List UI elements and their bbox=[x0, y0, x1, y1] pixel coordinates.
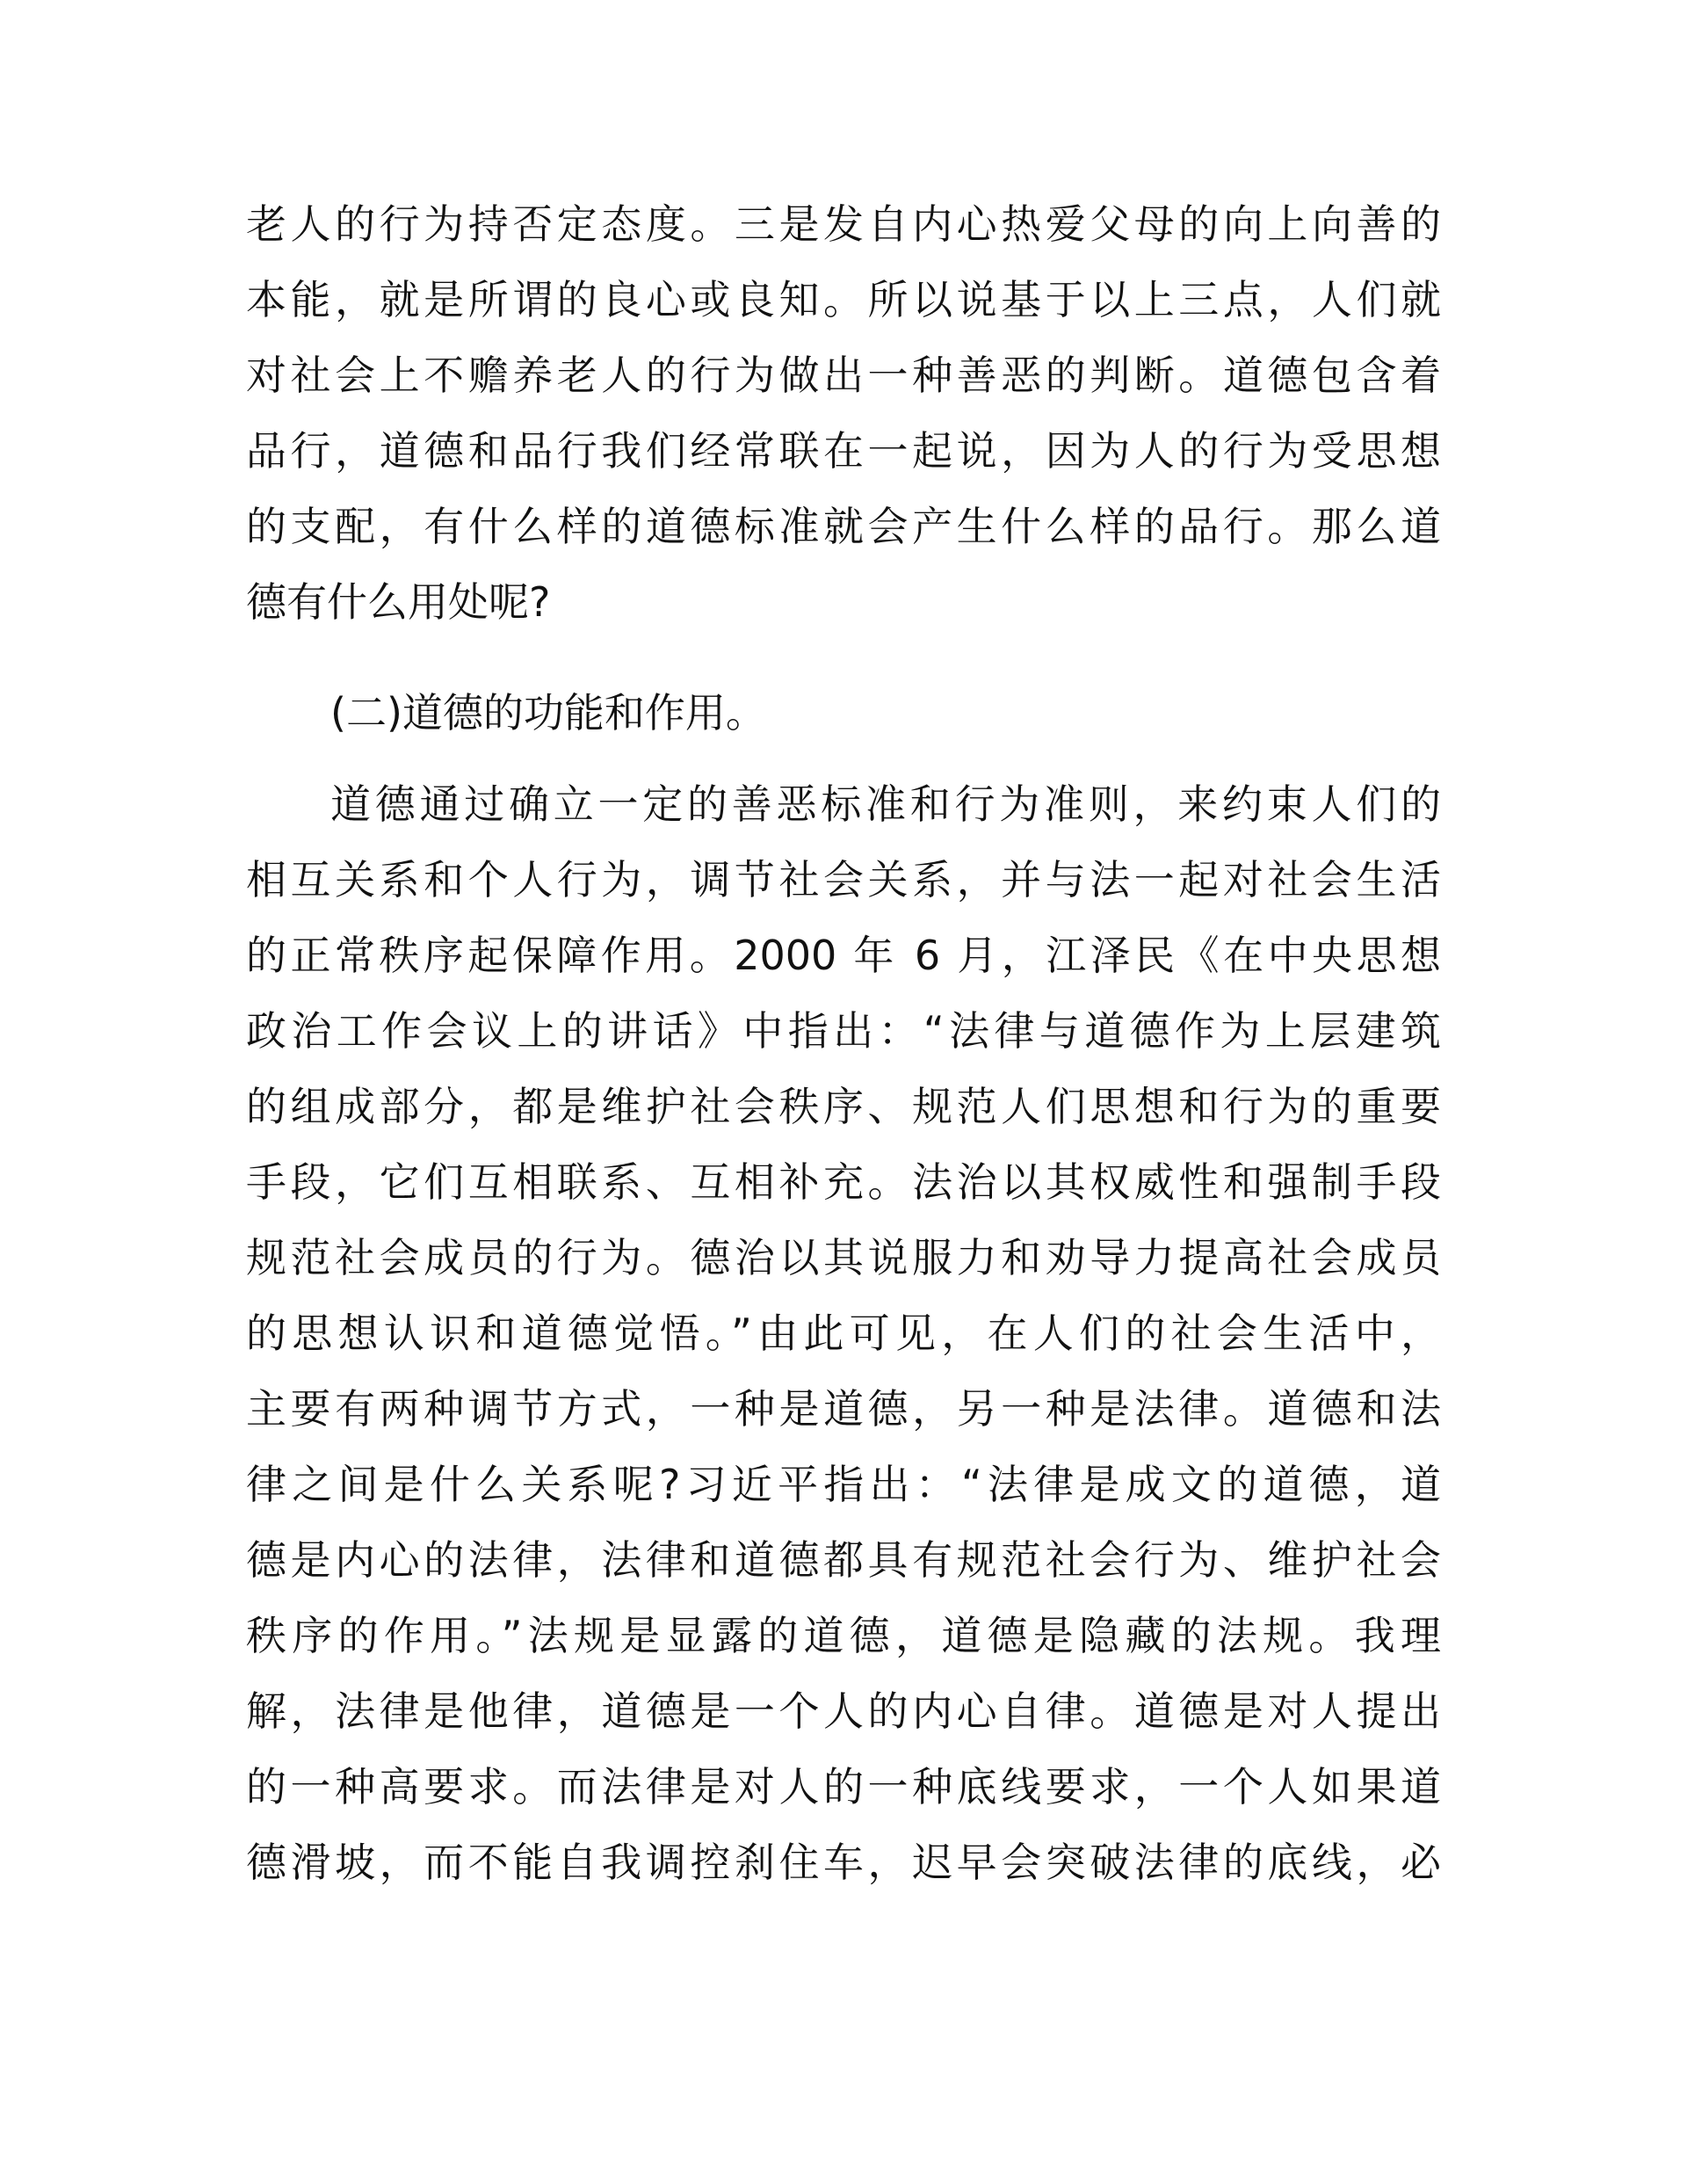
paragraph-line: 的思想认识和道德觉悟。”由此可见，在人们的社会生活中， bbox=[246, 1310, 1441, 1357]
paragraph-line: 对社会上不赡养老人的行为做出一种善恶的判断。道德包含着 bbox=[246, 352, 1441, 399]
paragraph-line: 德滑坡，而不能自我调控刹住车，迟早会突破法律的底线，必 bbox=[246, 1839, 1441, 1886]
paragraph-line: 道德通过确立一定的善恶标准和行为准则，来约束人们的 bbox=[330, 780, 1441, 828]
paragraph-line: 品行，道德和品行我们经常联在一起说，因为人的行为受思想 bbox=[246, 427, 1441, 475]
paragraph-line: 规范社会成员的行为。德治以其说服力和劝导力提高社会成员 bbox=[246, 1234, 1441, 1281]
paragraph-line: 的正常秩序起保障作用。2000 年 6 月，江泽民《在中央思想 bbox=[246, 932, 1441, 979]
paragraph-line: 的支配，有什么样的道德标准就会产生什么样的品行。那么道 bbox=[246, 503, 1441, 550]
section-heading: (二)道德的功能和作用。 bbox=[330, 689, 766, 736]
paragraph-line: 德是内心的法律，法律和道德都具有规范社会行为、维护社会 bbox=[246, 1536, 1441, 1584]
paragraph-line: 主要有两种调节方式，一种是道德，另一种是法律。道德和法 bbox=[246, 1385, 1441, 1433]
paragraph-line: 解，法律是他律，道德是一个人的内心自律。道德是对人提出 bbox=[246, 1687, 1441, 1735]
paragraph-1 bbox=[246, 186, 1441, 640]
paragraph-line: 老人的行为持否定态度。三是发自内心热爱父母的向上向善的 bbox=[246, 200, 1441, 248]
paragraph-line: 秩序的作用。”法规是显露的道德，道德是隐藏的法规。我理 bbox=[246, 1612, 1441, 1659]
paragraph-line: 手段，它们互相联系、互相补充。法治以其权威性和强制手段 bbox=[246, 1158, 1441, 1206]
paragraph-line: 的组成部分，都是维护社会秩序、规范人们思想和行为的重要 bbox=[246, 1083, 1441, 1130]
paragraph-line: 律之间是什么关系呢?习近平指出：“法律是成文的道德，道 bbox=[246, 1461, 1441, 1508]
paragraph-line: 德有什么用处呢? bbox=[246, 578, 551, 626]
paragraph-line: 政治工作会议上的讲话》中指出：“法律与道德作为上层建筑 bbox=[246, 1007, 1441, 1055]
paragraph-2 bbox=[246, 766, 1441, 1900]
paragraph-line: 相互关系和个人行为，调节社会关系，并与法一起对社会生活 bbox=[246, 856, 1441, 903]
paragraph-line: 本能，就是所谓的良心或良知。所以说基于以上三点，人们就 bbox=[246, 276, 1441, 323]
paragraph-line: 的一种高要求。而法律是对人的一种底线要求，一个人如果道 bbox=[246, 1763, 1441, 1810]
